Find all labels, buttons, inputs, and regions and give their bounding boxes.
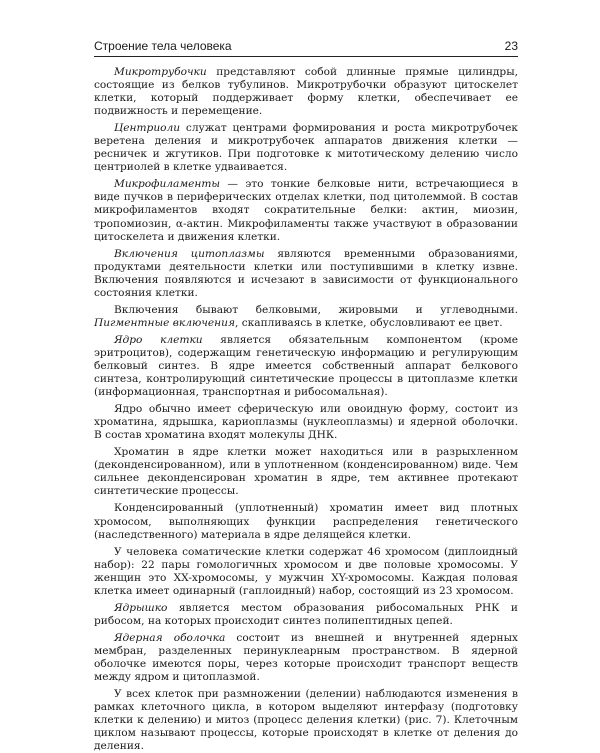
- paragraph-condensed-chromatin: Конденсированный (уплотненный) хроматин имеет вид плотных хромосом, выполняющих функции распределения генетического (наследственного) материала в ядре делящейся клетки.: [94, 502, 518, 541]
- paragraph-cell-cycle: У всех клеток при размножении (делении) наблюдаются изменения в рамках клеточного цикла, в котором выделяют интерфазу (подготовку клетки к делению) и митоз (процесс деления клетки) (рис. 7). Клеточным циклом называют процессы, которые происходят в клетке от деления до деления.: [94, 688, 518, 753]
- page-number: 23: [504, 39, 518, 53]
- chapter-title: Строение тела человека: [94, 39, 232, 53]
- term-centrioles: Центриоли: [114, 122, 181, 135]
- paragraph-microtubules: [94, 66, 518, 118]
- paragraph-chromosomes: У человека соматические клетки содержат 46 хромосом (диплоидный набор): 22 пары гомологичных хромосом и две половые хромосомы. У женщин это XX-хромосомы, у мужчин XY-хромосомы. Каждая половая клетка имеет одинарный (гаплоидный) набор, состоящий из 23 хромосом.: [94, 545, 518, 597]
- term-nucleolus: Ядрышко: [114, 601, 168, 614]
- term-inclusions: Включения цитоплазмы: [114, 247, 265, 260]
- term-nucleus: Ядро клетки: [114, 333, 203, 346]
- paragraph-text: — это тонкие белковые нити, встречающиеся в виде пучков в периферических отделах клетки, под цитолеммой. В состав микрофиламентов входят сократительные белки: актин, миозин, тропомиозин, α-актин. Микрофиламенты также участвуют в образовании цитоскелета и движения клетки.: [94, 178, 518, 243]
- term-microfilaments: Микрофиламенты: [114, 178, 221, 191]
- paragraph-nucleus-shape: Ядро обычно имеет сферическую или овоидную форму, состоит из хроматина, ядрышка, кариоплазмы (нуклеоплазмы) и ядерной оболочки. В состав хроматина входят молекулы ДНК.: [94, 403, 518, 442]
- paragraph-text: состоит из внешней и внутренней ядерных мембран, разделенных перинуклеарным пространством. В ядерной оболочке имеются поры, через которые происходит транспорт веществ между ядром и цитоплазмой.: [94, 631, 518, 684]
- paragraph-text: служат центрами формирования и роста микротрубочек веретена деления и микротрубочек аппаратов движения клетки — ресничек и жгутиков. При подготовке к митотическому делению число центриолей в клетке удваивается.: [94, 122, 518, 174]
- paragraph-microfilaments: [94, 178, 518, 243]
- paragraph-nucleolus: [94, 602, 518, 628]
- paragraph-inclusion-types: [94, 304, 518, 330]
- running-header: [94, 38, 518, 57]
- paragraph-chromatin: Хроматин в ядре клетки может находиться или в разрыхленном (деконденсированном), или в уплотненном (конденсированном) виде. Чем сильнее деконденсирован хроматин в ядре, тем активнее протекают синтетические процессы.: [94, 446, 518, 498]
- paragraph-centrioles: [94, 122, 518, 174]
- term-microtubules: Микротрубочки: [114, 66, 207, 78]
- paragraph-inclusions: [94, 248, 518, 300]
- paragraph-text: представляют собой длинные прямые цилиндры, состоящие из белков тубулинов. Микротрубочки образуют цитоскелет клетки, который поддерживает форму клетки, обеспечивает ее подвижность и перемещение.: [94, 66, 518, 118]
- body-text: [94, 66, 518, 753]
- term-nuclear-envelope: Ядерная оболочка: [114, 631, 226, 644]
- paragraph-text: является обязательным компонентом (кроме эритроцитов), содержащим генетическую информацию и регулирующим белковый синтез. В ядре имеется собственный аппарат белкового синтеза, контролирующий синтетические процессы в цитоплазме клетки (информационная, транспортная и рибосомальная).: [94, 333, 518, 399]
- paragraph-lead: Включения бывают белковыми, жировыми и углеводными.: [114, 303, 518, 316]
- paragraph-text: является местом образования рибосомальных РНК и рибосом, на которых происходит синтез полипептидных цепей.: [94, 601, 518, 627]
- paragraph-text: являются временными образованиями, продуктами деятельности клетки или поступившими в клетку извне. Включения появляются и исчезают в зависимости от функционального состояния клетки.: [94, 247, 518, 299]
- paragraph-text: , скапливаясь в клетке, обусловливают ее цвет.: [234, 316, 503, 329]
- term-pigment-inclusions: Пигментные включения: [94, 316, 235, 329]
- paragraph-nuclear-envelope: [94, 632, 518, 684]
- paragraph-nucleus: [94, 334, 518, 399]
